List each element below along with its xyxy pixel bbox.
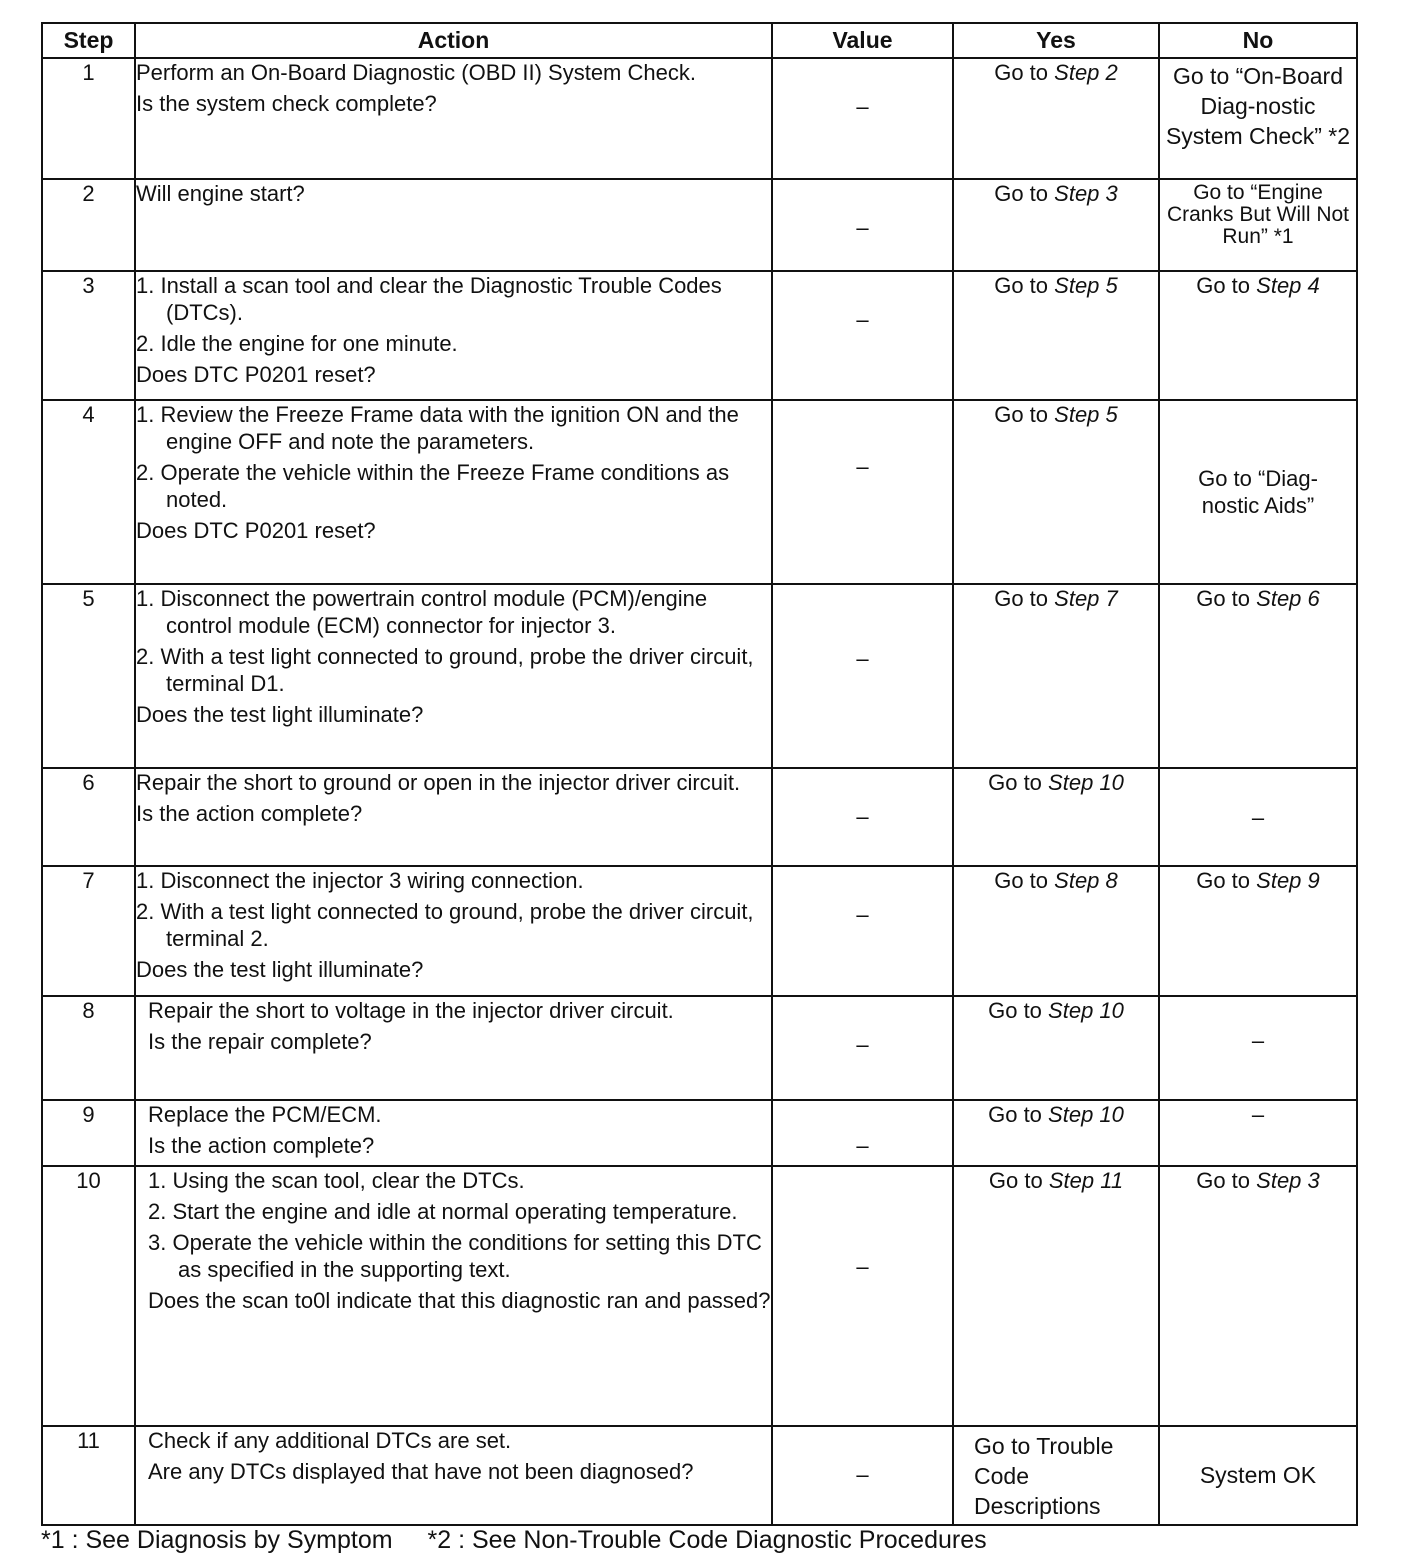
action-question: Does the scan to0l indicate that this diagnostic ran and passed? xyxy=(148,1288,771,1313)
yes-goto[interactable]: Go to Step 10 xyxy=(988,998,1124,1023)
no-cell xyxy=(1159,866,1357,996)
no-cell xyxy=(1159,768,1357,866)
diagnostic-table xyxy=(41,22,1358,1526)
table-row xyxy=(42,1426,1357,1525)
yes-cell xyxy=(953,400,1159,584)
step-number: 6 xyxy=(42,768,135,866)
action-question: Does the test light illuminate? xyxy=(136,957,424,982)
no-goto[interactable]: Go to “On-Board Diag-nostic System Check” *2 xyxy=(1165,63,1351,149)
action-step: 2. Operate the vehicle within the Freeze Frame conditions as noted. xyxy=(136,460,730,512)
action-text: Check if any additional DTCs are set. xyxy=(148,1428,512,1453)
action-step: 2. Start the engine and idle at normal operating temperature. xyxy=(148,1199,738,1224)
action-step: 2. Idle the engine for one minute. xyxy=(136,331,458,356)
no-cell xyxy=(1159,400,1357,584)
value-cell xyxy=(772,400,953,584)
action-step: 1. Install a scan tool and clear the Diagnostic Trouble Codes (DTCs). xyxy=(136,273,722,325)
header-yes: Yes xyxy=(953,23,1159,58)
yes-cell xyxy=(953,866,1159,996)
header-step: Step xyxy=(42,23,135,58)
value-cell xyxy=(772,996,953,1100)
no-cell xyxy=(1159,1426,1357,1525)
no-cell xyxy=(1159,271,1357,400)
value-text: – xyxy=(856,902,869,927)
value-text: – xyxy=(856,215,869,240)
value-text: – xyxy=(856,646,869,671)
value-text: – xyxy=(856,94,869,119)
step-number: 8 xyxy=(42,996,135,1100)
step-number: 1 xyxy=(42,58,135,179)
step-number: 3 xyxy=(42,271,135,400)
action-question: Is the action complete? xyxy=(136,801,363,826)
action-question: Does DTC P0201 reset? xyxy=(136,518,376,543)
value-text: – xyxy=(856,1254,869,1279)
yes-cell xyxy=(953,1100,1159,1166)
yes-goto[interactable]: Go to Step 10 xyxy=(988,770,1124,795)
no-result: System OK xyxy=(1199,1462,1317,1488)
action-question: Is the action complete? xyxy=(148,1133,375,1158)
value-cell xyxy=(772,866,953,996)
action-step: 2. With a test light connected to ground, probe the driver circuit, terminal 2. xyxy=(136,899,754,951)
action-cell xyxy=(135,400,772,584)
yes-cell xyxy=(953,584,1159,768)
action-cell xyxy=(135,58,772,179)
no-goto: – xyxy=(1251,804,1265,830)
no-goto[interactable]: Go to “Diag-nostic Aids” xyxy=(1198,466,1318,518)
action-question: Does the test light illuminate? xyxy=(136,702,424,727)
footnote-2: *2 : See Non-Trouble Code Diagnostic Procedures xyxy=(427,1526,987,1554)
value-cell xyxy=(772,1426,953,1525)
yes-goto[interactable]: Go to Step 3 xyxy=(994,181,1118,206)
header-value: Value xyxy=(772,23,953,58)
action-cell xyxy=(135,1100,772,1166)
header-row xyxy=(42,23,1357,58)
value-cell xyxy=(772,1100,953,1166)
value-cell xyxy=(772,179,953,271)
action-question: Are any DTCs displayed that have not been diagnosed? xyxy=(148,1459,694,1484)
table-row xyxy=(42,1166,1357,1426)
footnotes xyxy=(41,1526,1015,1555)
table-row xyxy=(42,996,1357,1100)
yes-cell xyxy=(953,271,1159,400)
step-number: 4 xyxy=(42,400,135,584)
yes-goto[interactable]: Go to Step 2 xyxy=(994,60,1118,85)
value-text: – xyxy=(856,804,869,829)
action-step: 3. Operate the vehicle within the conditions for setting this DTC as specified in the supporting text. xyxy=(148,1230,762,1282)
no-goto: – xyxy=(1251,1028,1265,1053)
table-row xyxy=(42,768,1357,866)
yes-goto[interactable]: Go to Step 8 xyxy=(994,868,1118,893)
yes-cell xyxy=(953,996,1159,1100)
step-number: 11 xyxy=(42,1426,135,1525)
value-text: – xyxy=(856,307,869,332)
yes-goto[interactable]: Go to Step 5 xyxy=(994,402,1118,427)
action-text: Perform an On-Board Diagnostic (OBD II) System Check. xyxy=(136,60,696,85)
value-cell xyxy=(772,271,953,400)
step-number: 7 xyxy=(42,866,135,996)
table-row xyxy=(42,1100,1357,1166)
action-question: Is the repair complete? xyxy=(148,1029,372,1054)
action-cell xyxy=(135,768,772,866)
action-cell xyxy=(135,1166,772,1426)
no-goto[interactable]: Go to Step 6 xyxy=(1196,586,1320,611)
yes-goto[interactable]: Go to Step 5 xyxy=(994,273,1118,298)
table-row xyxy=(42,271,1357,400)
action-step: 1. Using the scan tool, clear the DTCs. xyxy=(148,1168,525,1193)
action-step: 1. Review the Freeze Frame data with the ignition ON and the engine OFF and note the parameters. xyxy=(136,402,739,454)
value-text: – xyxy=(856,1462,869,1487)
no-goto[interactable]: Go to Step 9 xyxy=(1196,868,1320,893)
action-question: Does DTC P0201 reset? xyxy=(136,362,376,387)
action-cell xyxy=(135,179,772,271)
yes-cell xyxy=(953,179,1159,271)
yes-cell xyxy=(953,1426,1159,1525)
action-text: Repair the short to ground or open in the injector driver circuit. xyxy=(136,770,741,795)
action-step: 2. With a test light connected to ground, probe the driver circuit, terminal D1. xyxy=(136,644,754,696)
step-number: 9 xyxy=(42,1100,135,1166)
no-cell xyxy=(1159,584,1357,768)
header-no: No xyxy=(1159,23,1357,58)
action-text: Repair the short to voltage in the injector driver circuit. xyxy=(148,998,674,1023)
table-row xyxy=(42,58,1357,179)
action-step: 1. Disconnect the powertrain control module (PCM)/engine control module (ECM) connector for injector 3. xyxy=(136,586,708,638)
value-text: – xyxy=(856,1032,869,1057)
no-cell xyxy=(1159,179,1357,271)
value-cell xyxy=(772,584,953,768)
no-goto: – xyxy=(1251,1102,1265,1127)
table-row xyxy=(42,179,1357,271)
action-cell xyxy=(135,866,772,996)
action-cell xyxy=(135,584,772,768)
value-cell xyxy=(772,768,953,866)
value-cell xyxy=(772,58,953,179)
no-cell xyxy=(1159,996,1357,1100)
action-step: 1. Disconnect the injector 3 wiring connection. xyxy=(136,868,584,893)
no-goto[interactable]: Go to Step 3 xyxy=(1196,1168,1320,1193)
value-text: – xyxy=(856,1133,869,1158)
step-number: 10 xyxy=(42,1166,135,1426)
yes-goto[interactable]: Go to Step 10 xyxy=(988,1102,1124,1127)
table-row xyxy=(42,866,1357,996)
no-goto[interactable]: Go to Step 4 xyxy=(1196,273,1320,298)
yes-goto[interactable]: Go to Step 11 xyxy=(988,1168,1124,1193)
footnote-1: *1 : See Diagnosis by Symptom xyxy=(41,1526,393,1554)
header-action: Action xyxy=(135,23,772,58)
value-text: – xyxy=(856,454,869,479)
action-cell xyxy=(135,271,772,400)
no-goto[interactable]: Go to “Engine Cranks But Will Not Run” *1 xyxy=(1166,181,1350,248)
table-row xyxy=(42,584,1357,768)
action-cell xyxy=(135,1426,772,1525)
yes-goto[interactable]: Go to Step 7 xyxy=(994,586,1118,611)
step-number: 5 xyxy=(42,584,135,768)
yes-goto[interactable]: Go to Trouble Code Descriptions xyxy=(974,1432,1114,1519)
action-question: Will engine start? xyxy=(136,181,305,206)
step-number: 2 xyxy=(42,179,135,271)
action-question: Is the system check complete? xyxy=(136,91,437,116)
action-cell xyxy=(135,996,772,1100)
yes-cell xyxy=(953,1166,1159,1426)
action-text: Replace the PCM/ECM. xyxy=(148,1102,382,1127)
no-cell xyxy=(1159,1166,1357,1426)
yes-cell xyxy=(953,768,1159,866)
value-cell xyxy=(772,1166,953,1426)
table-row xyxy=(42,400,1357,584)
no-cell xyxy=(1159,58,1357,179)
yes-cell xyxy=(953,58,1159,179)
no-cell xyxy=(1159,1100,1357,1166)
